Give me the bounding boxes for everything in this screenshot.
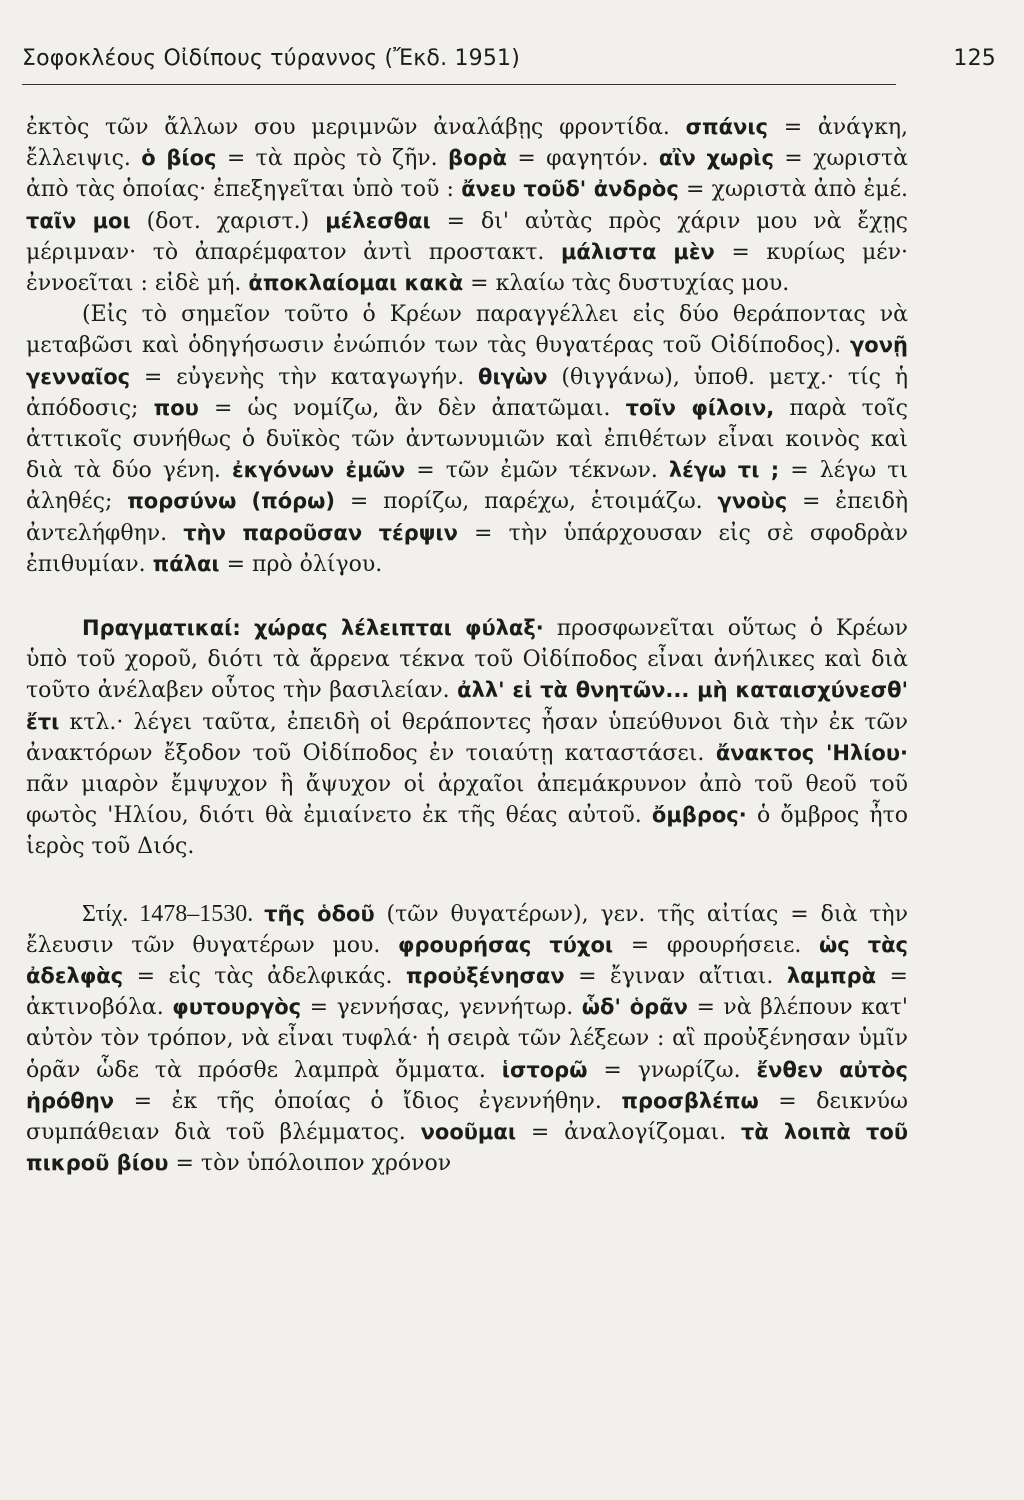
gloss-text: (τῶν θυγατέρων), γεν. τῆς αἰτίας = διὰ τὴν ἔλευσιν τῶν θυγατέρων μου. <box>26 901 908 958</box>
lemma: θιγὼν <box>478 364 548 389</box>
gloss-text: = τὴν ὑπάρχουσαν εἰς σὲ σφοδρὰν ἐπιθυμίαν. <box>26 520 908 577</box>
lemma: Πραγματικαί: χώρας λέλειπται φύλαξ· <box>82 616 544 641</box>
gloss-text: = ἐκ τῆς ὁποίας ὁ ἴδιος ἐγεννήθην. <box>114 1088 622 1114</box>
gloss-text: = νὰ βλέπουν κατ' αὐτὸν τὸν τρόπον, νὰ εἶναι τυφλά· ἡ σειρὰ τῶν λέξεων : αἳ προὐξένησαν ὑμῖν ὁρᾶν ὧδε τὰ πρόσθε λαμπρὰ ὄμματα. <box>26 995 908 1083</box>
gloss-text: = εὐγενὴς τὴν καταγωγήν. <box>130 364 479 390</box>
gloss-text: παρὰ τοῖς ἀττικοῖς συνήθως ὁ δυϊκὸς τῶν ἀντωνυμιῶν καὶ ἐπιθέτων εἶναι κοινὸς καὶ διὰ τὰ δύο γένη. <box>26 395 908 484</box>
gloss-text: (Εἰς τὸ σημεῖον τοῦτο ὁ Κρέων παραγγέλλει εἰς δύο θεράποντας νὰ μεταβῶσι καὶ ὁδηγήσωσιν ἐνώπιόν των τὰς θυγατέρας τοῦ Οἰδίποδος). <box>26 302 908 359</box>
header-rule <box>22 84 896 85</box>
gloss-text: = ἔγιναν αἴτιαι. <box>564 964 787 990</box>
lemma: φρουρήσας τύχοι <box>398 932 614 957</box>
lemma: πορσύνω (πόρω) <box>127 489 336 514</box>
gloss-text: κτλ.· λέγει ταῦτα, ἐπειδὴ οἱ θεράποντες ἦσαν ὑπεύθυνοι διὰ τὴν ἐκ τῶν ἀνακτόρων ἔξοδον τοῦ Οἰδίποδος ἐν τοιαύτῃ καταστάσει. <box>26 709 908 766</box>
lemma: σπάνις <box>685 115 768 139</box>
gloss-text: = τὸν ὑπόλοιπον χρόνον <box>168 1151 452 1177</box>
lemma: ἄνευ τοῦδ' ἀνδρὸς <box>461 177 679 202</box>
gloss-text: = ἐπειδὴ ἀντελήφθην. <box>26 489 908 546</box>
lemma: τὴν παροῦσαν τέρψιν <box>183 520 458 545</box>
lemma: που <box>153 395 199 420</box>
lemma: αἲν χωρὶς <box>658 146 774 171</box>
page-number: 125 <box>953 46 996 71</box>
gloss-text: = κλαίω τὰς δυστυχίας μου. <box>463 271 790 297</box>
gloss-text: πᾶν μιαρὸν ἔμψυχον ἢ ἄψυχον οἱ ἀρχαῖοι ἀπεμάκρυνον ἀπὸ τοῦ θεοῦ τοῦ φωτὸς 'Ηλίου, διότι θὰ ἐμιαίνετο ἐκ τῆς θέας αὐτοῦ. <box>26 772 908 829</box>
lemma: ἐκγόνων ἐμῶν <box>231 458 406 483</box>
gloss-text: (δοτ. χαριστ.) <box>130 208 326 234</box>
lemma: λέγω τι ; <box>668 458 780 483</box>
gloss-text: = πορίζω, παρέχω, ἑτοιμάζω. <box>335 489 718 515</box>
gloss-text: = πρὸ ὀλίγου. <box>219 551 383 577</box>
gloss-text: = γνωρίζω. <box>587 1057 757 1083</box>
verse-range: Στίχ. 1478–1530. <box>82 900 265 927</box>
paragraph <box>26 299 908 580</box>
gloss-text: ὁ ὄμβρος ἦτο ἱερὸς τοῦ Διός. <box>26 803 908 860</box>
gloss-text: = δι' αὐτὰς πρὸς χάριν μου νὰ ἔχῃς μέριμναν· τὸ ἀπαρέμφατον ἀντὶ προστακτ. <box>26 208 908 265</box>
gloss-text: = ἀκτινοβόλα. <box>26 964 908 1021</box>
lemma: ἀλλ' εἰ τὰ θνητῶν... μὴ καταισχύνεσθ' ἔτι <box>26 678 908 734</box>
lemma: προσβλέπω <box>621 1088 759 1113</box>
gloss-text: (θιγγάνω), ὑποθ. μετχ.· τίς ἡ ἀπόδοσις; <box>26 364 908 421</box>
lemma: ἄνακτος 'Ηλίου· <box>715 740 908 765</box>
gloss-text: = ὡς νομίζω, ἂν δὲν ἀπατῶμαι. <box>198 395 626 421</box>
gloss-text: προσφωνεῖται οὕτως ὁ Κρέων ὑπὸ τοῦ χοροῦ, διότι τὰ ἄρρενα τέκνα τοῦ Οἰδίποδος εἶναι ἀνήλικες καὶ διὰ τοῦτο ἀνέλαβεν οὗτος τὴν βασιλείαν. <box>26 616 908 704</box>
lemma: ἀποκλαίομαι κακὰ <box>248 271 464 296</box>
lemma: ὡς τὰς ἀδελφὰς <box>26 932 908 989</box>
lemma: ὄμβρος· <box>651 803 747 828</box>
gloss-text: = δεικνύω συμπάθειαν διὰ τοῦ βλέμματος. <box>26 1088 908 1146</box>
lemma: τὰ λοιπὰ τοῦ πικροῦ βίου <box>26 1120 908 1176</box>
paragraph <box>26 112 908 299</box>
lemma: ὁ βίος <box>141 146 217 171</box>
lemma: νοοῦμαι <box>420 1120 516 1145</box>
lemma: φυτουργὸς <box>172 995 302 1020</box>
gloss-text: = εἰς τὰς ἀδελφικάς. <box>123 964 406 990</box>
lemma: γνοὺς <box>717 489 788 514</box>
gloss-text: = γεννήσας, γεννήτωρ. <box>301 995 582 1021</box>
lemma: βορὰ <box>448 146 507 171</box>
gloss-text: = τῶν ἐμῶν τέκνων. <box>405 458 669 484</box>
gloss-text: = φαγητόν. <box>506 146 659 172</box>
gloss-text: = χωριστὰ ἀπὸ ἐμέ. <box>678 177 908 203</box>
lemma: μάλιστα μὲν <box>560 239 715 264</box>
lemma: λαμπρὰ <box>786 964 877 989</box>
gloss-text: = τὰ πρὸς τὸ ζῆν. <box>216 146 449 172</box>
lemma: τῆς ὁδοῦ <box>264 901 375 926</box>
gloss-text: = φρουρήσειε. <box>613 932 820 958</box>
gloss-text: = λέγω τι ἀληθές; <box>26 458 908 515</box>
gloss-text: = κυρίως μέν· ἐννοεῖται : εἰδὲ μή. <box>26 239 909 297</box>
gloss-text: ἐκτὸς τῶν ἄλλων σου μεριμνῶν ἀναλάβῃς φροντίδα. <box>26 115 686 140</box>
lemma: ἔνθεν αὐτὸς ἠρόθην <box>26 1057 908 1113</box>
lemma: πάλαι <box>152 551 220 576</box>
header-title: Σοφοκλέους Οἰδίπους τύραννος (Ἔκδ. 1951) <box>22 46 521 71</box>
gloss-text: = ἀναλογίζομαι. <box>516 1120 741 1146</box>
lemma: γονῇ γενναῖος <box>26 333 908 389</box>
lemma: προὐξένησαν <box>405 964 565 989</box>
lemma: ταῖν μοι <box>26 208 131 233</box>
commentary-body <box>26 112 908 1180</box>
lemma: ὧδ' ὁρᾶν <box>581 995 688 1020</box>
lemma: τοῖν φίλοιν, <box>625 395 775 420</box>
paragraph <box>26 899 908 1180</box>
gloss-text: = χωριστὰ ἀπὸ τὰς ὁποίας· ἐπεξηγεῖται ὑπὸ τοῦ : <box>26 146 908 203</box>
lemma: ἱστορῶ <box>501 1057 588 1082</box>
running-header <box>22 46 996 71</box>
gloss-text: = ἀνάγκη, ἔλλειψις. <box>26 115 908 172</box>
lemma: μέλεσθαι <box>325 208 431 233</box>
paragraph <box>26 613 908 863</box>
